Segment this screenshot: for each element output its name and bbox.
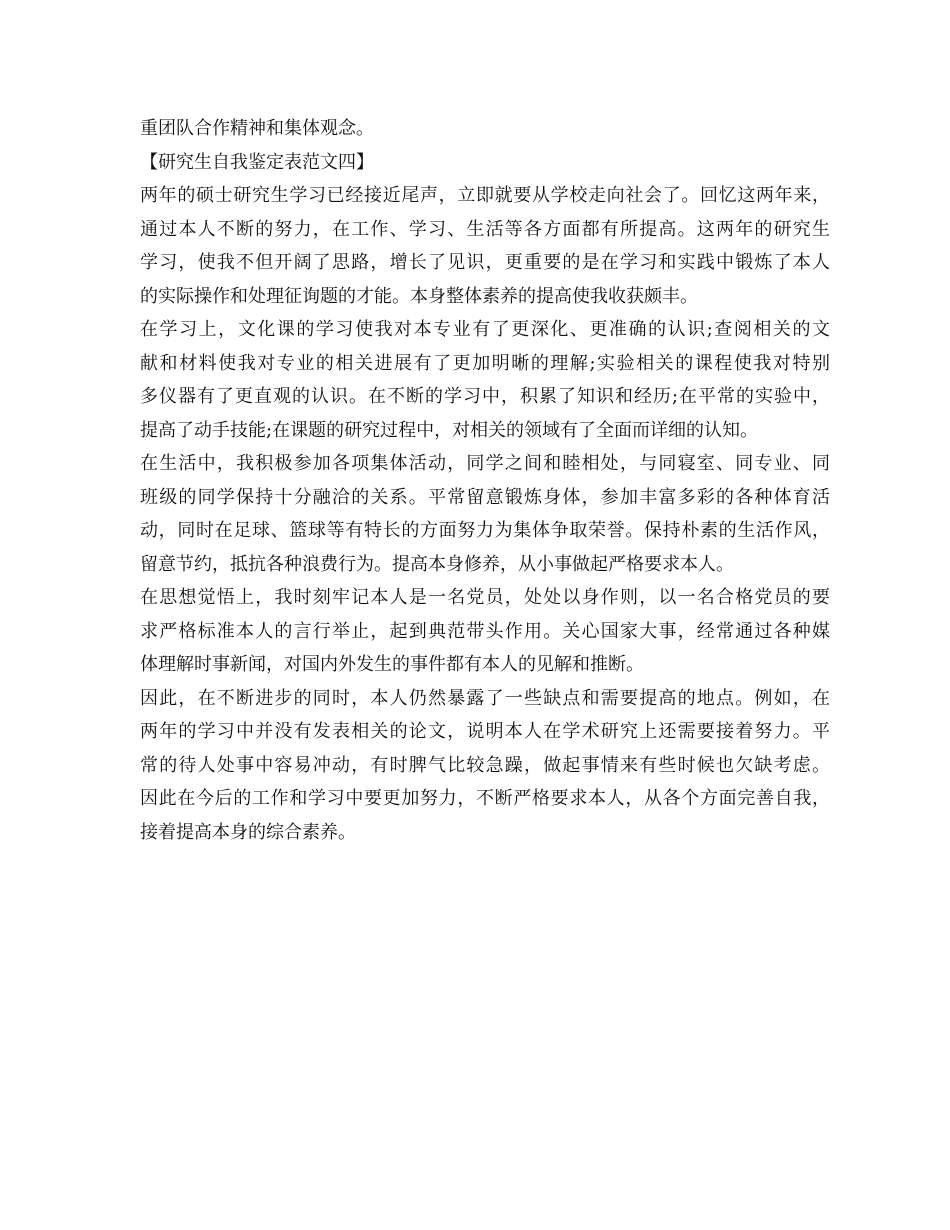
section-heading: 【研究生自我鉴定表范文四】: [140, 151, 374, 173]
text-line: 多仪器有了更直观的认识。在不断的学习中，积累了知识和经历;在平常的实验中，: [140, 386, 830, 407]
text-line: 两年的学习中并没有发表相关的论文，说明本人在学术研究上还需要接着努力。平: [140, 721, 830, 742]
text-line: 常的待人处事中容易冲动，有时脾气比较急躁，做起事情来有些时候也欠缺考虑。: [140, 754, 830, 776]
text-line: 献和材料使我对专业的相关进展有了更加明晰的理解;实验相关的课程使我对特别: [140, 352, 830, 374]
text-line: 提高了动手技能;在课题的研究过程中，对相关的领域有了全面而详细的认知。: [140, 419, 759, 441]
text-line: 动，同时在足球、篮球等有特长的方面努力为集体争取荣誉。保持朴素的生活作风，: [140, 520, 830, 541]
text-line: 体理解时事新闻，对国内外发生的事件都有本人的见解和推断。: [140, 654, 644, 675]
text-line: 学习，使我不但开阔了思路，增长了见识，更重要的是在学习和实践中锻炼了本人: [140, 252, 830, 273]
text-line: 班级的同学保持十分融洽的关系。平常留意锻炼身体，参加丰富多彩的各种体育活: [140, 486, 830, 508]
text-line: 重团队合作精神和集体观念。: [140, 118, 374, 139]
text-line: 两年的硕士研究生学习已经接近尾声，立即就要从学校走向社会了。回忆这两年来，: [140, 185, 830, 206]
text-line: 因此在今后的工作和学习中要更加努力，不断严格要求本人，从各个方面完善自我，: [140, 788, 830, 809]
text-line: 的实际操作和处理征询题的才能。本身整体素养的提高使我收获颇丰。: [140, 285, 698, 307]
text-line: 留意节约，抵抗各种浪费行为。提高本身修养，从小事做起严格要求本人。: [140, 553, 734, 575]
text-line: 在生活中，我积极参加各项集体活动，同学之间和睦相处，与同寝室、同专业、同: [140, 453, 830, 474]
document-body: [140, 112, 830, 849]
text-line: 通过本人不断的努力，在工作、学习、生活等各方面都有所提高。这两年的研究生: [140, 218, 830, 240]
text-line: 在思想觉悟上，我时刻牢记本人是一名党员，处处以身作则，以一名合格党员的要: [140, 587, 830, 608]
text-line: 因此，在不断进步的同时，本人仍然暴露了一些缺点和需要提高的地点。例如，在: [140, 687, 830, 709]
text-line: 求严格标准本人的言行举止，起到典范带头作用。关心国家大事，经常通过各种媒: [140, 620, 830, 642]
text-line: 在学习上，文化课的学习使我对本专业有了更深化、更准确的认识;查阅相关的文: [140, 319, 830, 340]
text-line: 接着提高本身的综合素养。: [140, 821, 356, 843]
